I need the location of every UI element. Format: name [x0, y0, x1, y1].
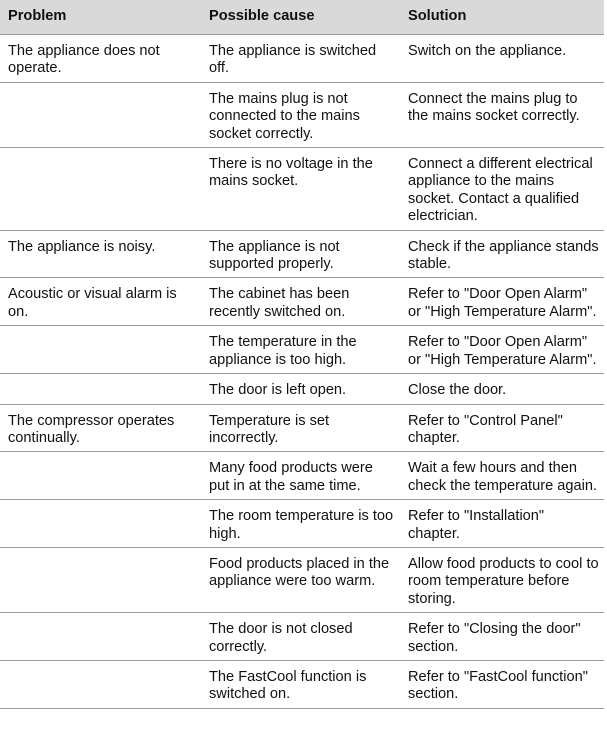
cell-problem	[0, 452, 200, 500]
cell-possible-cause: The appliance is switched off.	[200, 35, 399, 83]
table-row	[0, 326, 604, 374]
cell-solution: Allow food products to cool to room temperature before storing.	[399, 547, 604, 612]
cell-solution: Connect a different electrical appliance to the mains socket. Contact a qualified electrician.	[399, 148, 604, 231]
cell-solution: Check if the appliance stands stable.	[399, 230, 604, 278]
cell-problem: The compressor operates continually.	[0, 404, 200, 452]
cell-solution: Refer to "Door Open Alarm" or "High Temperature Alarm".	[399, 278, 604, 326]
cell-solution: Refer to "Control Panel" chapter.	[399, 404, 604, 452]
cell-solution: Wait a few hours and then check the temperature again.	[399, 452, 604, 500]
cell-possible-cause: The door is left open.	[200, 374, 399, 404]
cell-problem: The appliance does not operate.	[0, 35, 200, 83]
table-row	[0, 278, 604, 326]
table-row	[0, 374, 604, 404]
header-row	[0, 0, 604, 35]
cell-solution: Connect the mains plug to the mains socket correctly.	[399, 82, 604, 147]
cell-possible-cause: The door is not closed correctly.	[200, 613, 399, 661]
table-row	[0, 547, 604, 612]
cell-possible-cause: Many food products were put in at the same time.	[200, 452, 399, 500]
table-row	[0, 500, 604, 548]
cell-possible-cause: The mains plug is not connected to the mains socket correctly.	[200, 82, 399, 147]
cell-problem	[0, 547, 200, 612]
table-row	[0, 148, 604, 231]
cell-problem	[0, 374, 200, 404]
cell-problem	[0, 148, 200, 231]
cell-possible-cause: The cabinet has been recently switched on.	[200, 278, 399, 326]
cell-possible-cause: The room temperature is too high.	[200, 500, 399, 548]
table-row	[0, 613, 604, 661]
table-row	[0, 82, 604, 147]
cell-possible-cause: The appliance is not supported properly.	[200, 230, 399, 278]
table-row	[0, 35, 604, 83]
table-header	[0, 0, 604, 35]
header-problem: Problem	[0, 0, 200, 35]
cell-solution: Refer to "FastCool function" section.	[399, 660, 604, 708]
cell-problem: Acoustic or visual alarm is on.	[0, 278, 200, 326]
table-row	[0, 452, 604, 500]
cell-problem	[0, 613, 200, 661]
cell-problem	[0, 326, 200, 374]
cell-possible-cause: The temperature in the appliance is too high.	[200, 326, 399, 374]
cell-solution: Refer to "Door Open Alarm" or "High Temperature Alarm".	[399, 326, 604, 374]
header-solution: Solution	[399, 0, 604, 35]
cell-possible-cause: There is no voltage in the mains socket.	[200, 148, 399, 231]
header-possible-cause: Possible cause	[200, 0, 399, 35]
table-row	[0, 660, 604, 708]
cell-solution: Switch on the appliance.	[399, 35, 604, 83]
cell-problem	[0, 82, 200, 147]
cell-problem	[0, 500, 200, 548]
cell-problem: The appliance is noisy.	[0, 230, 200, 278]
table-row	[0, 404, 604, 452]
cell-solution: Refer to "Closing the door" section.	[399, 613, 604, 661]
table-body	[0, 35, 604, 709]
cell-solution: Close the door.	[399, 374, 604, 404]
cell-solution: Refer to "Installation" chapter.	[399, 500, 604, 548]
cell-problem	[0, 660, 200, 708]
cell-possible-cause: The FastCool function is switched on.	[200, 660, 399, 708]
table-row	[0, 230, 604, 278]
cell-possible-cause: Food products placed in the appliance were too warm.	[200, 547, 399, 612]
cell-possible-cause: Temperature is set incorrectly.	[200, 404, 399, 452]
